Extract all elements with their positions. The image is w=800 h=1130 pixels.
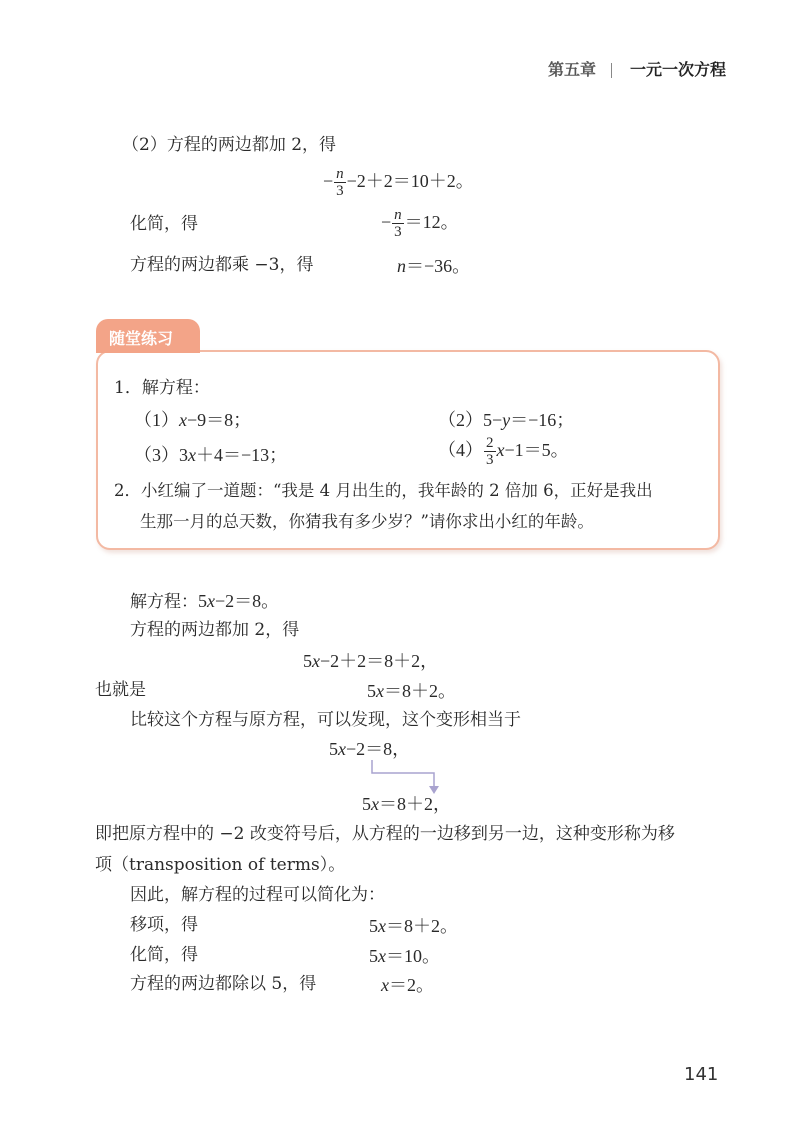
arrow-path <box>372 760 434 788</box>
step1-equation <box>369 917 458 935</box>
part2-equation-1 <box>323 167 474 199</box>
fraction-n-over-3 <box>334 167 346 199</box>
practice-q1-4 <box>438 436 569 468</box>
equation-rest: ＝12。 <box>404 212 459 233</box>
equation-rest: ＝−16； <box>510 410 575 430</box>
equation-rest: −1＝5。 <box>504 440 569 461</box>
equation-rest: ＝10。 <box>386 946 440 966</box>
fraction-2-over-3 <box>484 436 496 468</box>
part2-equation-2 <box>381 208 459 240</box>
coefficient: 5 <box>369 916 378 936</box>
variable-x: x <box>338 739 346 759</box>
coefficient: 5 <box>329 739 338 759</box>
equation-prefix: 5− <box>483 410 503 430</box>
fraction-denominator: 3 <box>486 452 494 468</box>
equation-rest: ＝8＋2。 <box>386 916 458 936</box>
step3-label: 方程的两边都除以 5，得 <box>130 974 317 994</box>
equation-rest: ＝8＋2， <box>379 794 451 814</box>
item-number: （3） <box>134 445 179 465</box>
practice-q1-1 <box>134 411 251 429</box>
equation-rest: ＋4＝−13； <box>196 445 288 465</box>
variable-x: x <box>381 975 389 995</box>
moved-equation <box>362 795 451 813</box>
coefficient: 5 <box>369 946 378 966</box>
equation-rest: ＝−36。 <box>406 256 471 276</box>
multiply-label: 方程的两边都乘 −3，得 <box>130 255 314 275</box>
minus-sign: − <box>381 212 392 233</box>
fraction-n-over-3 <box>392 208 404 240</box>
equation-rest: −2＋2＝8＋2， <box>320 651 439 671</box>
equation-rest: ＝8＋2。 <box>384 681 456 701</box>
equation-rest: −2＝8。 <box>215 591 280 611</box>
equation-rest: −2＝8， <box>346 739 411 759</box>
simplify-label: 化简，得 <box>130 214 198 234</box>
compare-text: 比较这个方程与原方程，可以发现，这个变形相当于 <box>130 710 521 730</box>
variable-x: x <box>188 445 196 465</box>
step1-label: 移项，得 <box>130 915 198 935</box>
coefficient: 5 <box>303 651 312 671</box>
practice-q1-label: 1．解方程： <box>114 378 210 398</box>
fraction-numerator: n <box>336 166 344 182</box>
fraction-denominator: 3 <box>394 224 402 240</box>
equation-rest: ＝2。 <box>389 975 434 995</box>
practice-tab-label: 随堂练习 <box>109 329 174 348</box>
step2-equation <box>369 947 440 965</box>
equation-prefix: 3 <box>179 445 188 465</box>
transposition-arrow <box>360 758 450 798</box>
chapter-title: 一元一次方程 <box>630 60 727 79</box>
that-is-equation <box>367 682 456 700</box>
explain-line2: 项（transposition of terms）。 <box>95 855 346 875</box>
fraction-numerator: n <box>394 207 402 223</box>
coefficient: 5 <box>367 681 376 701</box>
solve-label: 解方程： <box>130 592 198 612</box>
variable-x: x <box>207 591 215 611</box>
explain-line1: 即把原方程中的 −2 改变符号后，从方程的一边移到另一边，这种变形称为移 <box>95 824 675 844</box>
variable-x: x <box>378 946 386 966</box>
header-divider <box>611 63 612 78</box>
solve-line <box>130 592 279 611</box>
variable-x: x <box>312 651 320 671</box>
add-label: 方程的两边都加 2，得 <box>130 620 300 640</box>
practice-q2-line1: 2．小红编了一道题：“我是 4 月出生的，我年龄的 2 倍加 6，正好是我出 <box>114 481 653 500</box>
that-is-label: 也就是 <box>95 680 146 700</box>
item-number: （1） <box>134 410 179 430</box>
practice-q1-3 <box>134 446 287 464</box>
step2-label: 化简，得 <box>130 945 198 965</box>
variable-x: x <box>179 410 187 430</box>
original-equation <box>329 740 410 758</box>
coefficient: 5 <box>198 591 207 611</box>
variable-x: x <box>496 440 505 461</box>
practice-q1-2 <box>438 411 574 429</box>
fraction-numerator: 2 <box>486 435 494 451</box>
solve-equation <box>198 591 279 611</box>
part2-equation-3 <box>397 257 470 275</box>
coefficient: 5 <box>362 794 371 814</box>
fraction-denominator: 3 <box>336 183 344 199</box>
step3-equation <box>381 976 434 994</box>
add-equation <box>303 652 438 670</box>
arrow-head-icon <box>429 786 439 794</box>
equation-rest: −2＋2＝10＋2。 <box>346 171 474 192</box>
variable-y: y <box>502 410 511 430</box>
equation-rest: −9＝8； <box>187 410 252 430</box>
therefore-text: 因此，解方程的过程可以简化为： <box>130 885 385 905</box>
variable-x: x <box>371 794 379 814</box>
variable-x: x <box>378 916 386 936</box>
page-number: 141 <box>684 1064 719 1085</box>
variable-n: n <box>397 256 406 276</box>
item-number: （2） <box>438 410 483 430</box>
variable-x: x <box>376 681 384 701</box>
minus-sign: − <box>323 171 334 192</box>
practice-q2-line2: 生那一月的总天数，你猜我有多少岁？”请你求出小红的年龄。 <box>140 512 594 531</box>
item-number: （4） <box>438 440 483 461</box>
chapter-label: 第五章 <box>548 60 597 79</box>
part2-intro: （2）方程的两边都加 2，得 <box>122 135 337 155</box>
